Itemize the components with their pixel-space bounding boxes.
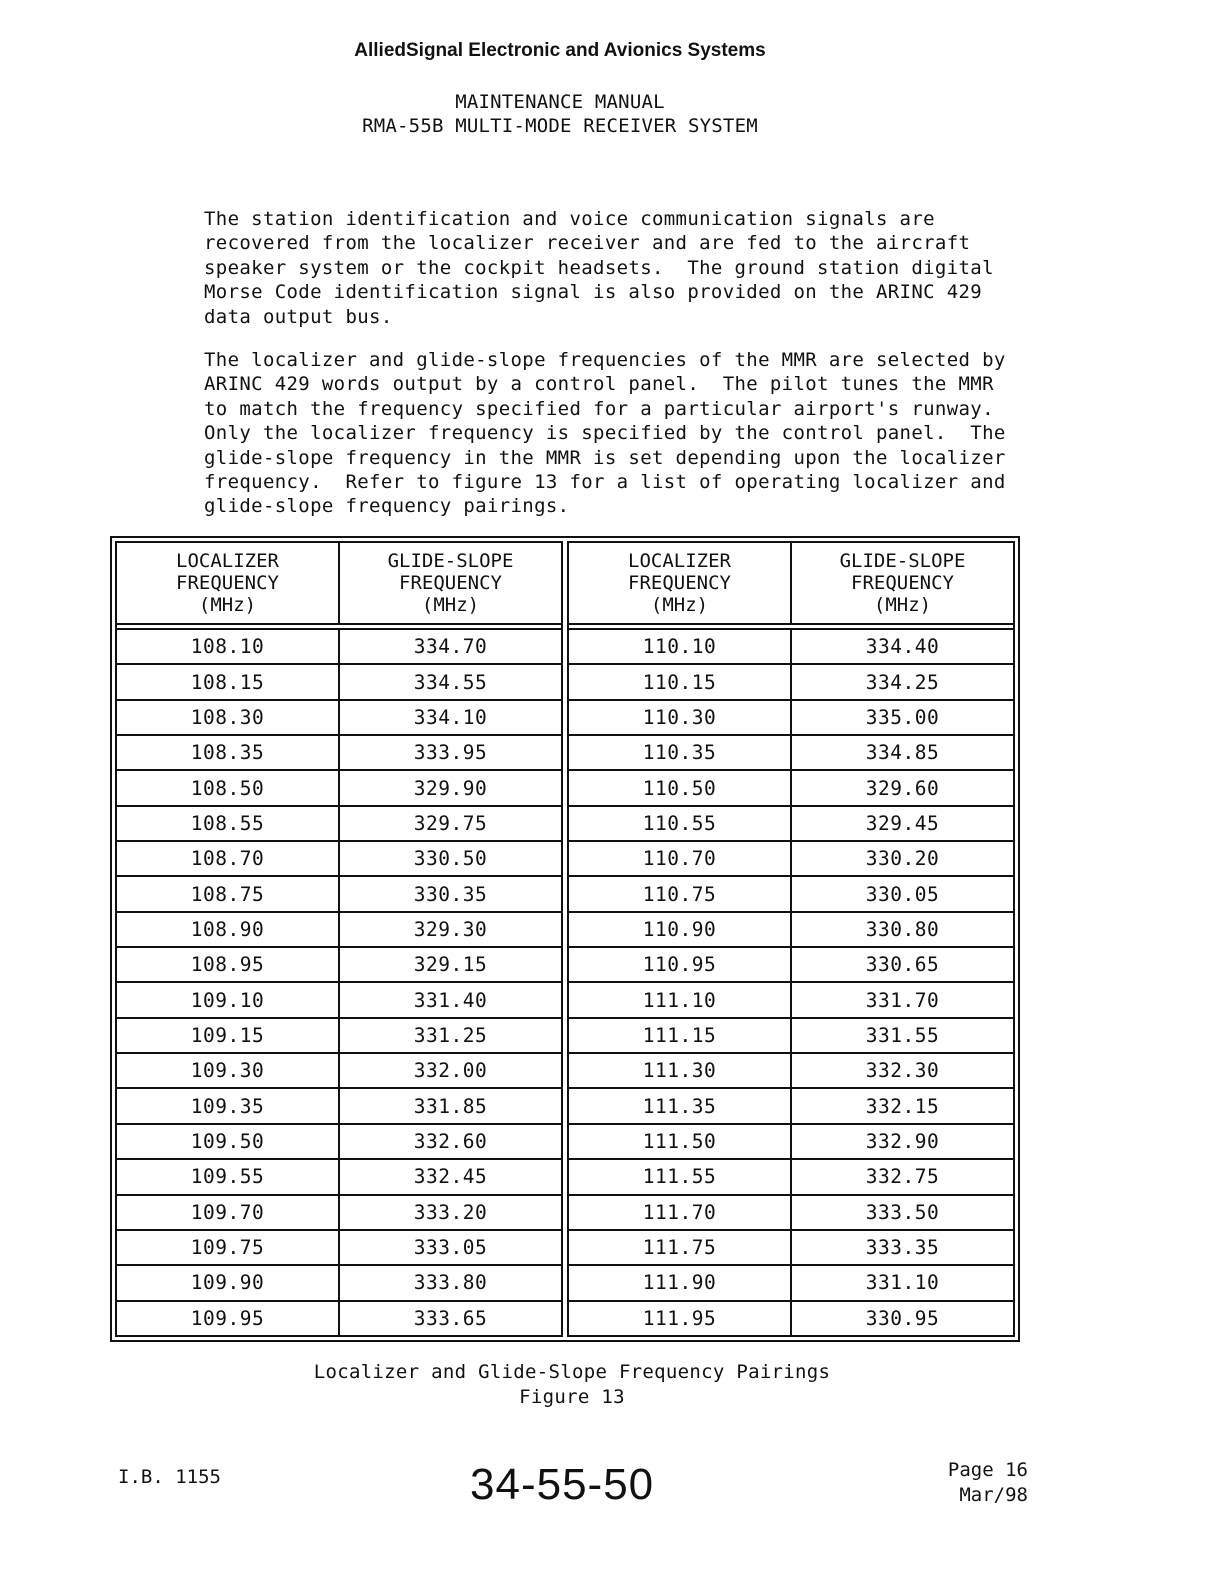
glide-slope-frequency-cell: 330.65 — [790, 948, 1013, 981]
page-number: Page 16 — [947, 1459, 1028, 1481]
table-row — [117, 875, 561, 910]
paragraph-frequency-selection: The localizer and glide-slope frequencies of the MMR are selected by ARINC 429 words output by a control panel. The pilot tunes the MMR to match the frequency specified for a particular airport's runway. Only the localizer frequency is specified by the control panel. The glide-slope frequency in the MMR is set depending upon the localizer frequency. Refer to figure 13 for a list of operating localizer and glide-slope frequency pairings. — [204, 349, 1006, 518]
table-row — [569, 699, 1013, 734]
localizer-frequency-cell: 109.75 — [190, 1236, 265, 1260]
table-row — [569, 1229, 1013, 1264]
table-row — [117, 981, 561, 1016]
table-row — [569, 769, 1013, 804]
glide-slope-frequency-cell: 333.35 — [790, 1231, 1013, 1264]
table-row — [117, 1229, 561, 1264]
localizer-frequency-cell: 109.95 — [190, 1306, 265, 1330]
glide-slope-frequency-cell: 330.50 — [338, 842, 561, 875]
localizer-frequency-cell: 110.15 — [642, 670, 717, 694]
table-row — [569, 1300, 1013, 1335]
localizer-frequency-cell: 110.10 — [642, 635, 717, 659]
table-row — [569, 1052, 1013, 1087]
table-row — [569, 663, 1013, 698]
localizer-frequency-cell: 108.90 — [190, 917, 265, 941]
glide-slope-frequency-cell: 331.55 — [790, 1019, 1013, 1052]
table-body-right — [569, 630, 1013, 1335]
glide-slope-frequency-cell: 330.95 — [790, 1302, 1013, 1335]
table-row — [117, 840, 561, 875]
localizer-frequency-cell: 109.55 — [190, 1165, 265, 1189]
table-row — [569, 1087, 1013, 1122]
table-row — [569, 1264, 1013, 1299]
table-row — [117, 805, 561, 840]
table-body-left — [117, 630, 561, 1335]
localizer-frequency-cell: 110.55 — [642, 811, 717, 835]
localizer-frequency-cell: 108.15 — [190, 670, 265, 694]
localizer-frequency-cell: 108.55 — [190, 811, 265, 835]
glide-slope-frequency-cell: 332.45 — [338, 1160, 561, 1193]
header-localizer-frequency: LOCALIZER FREQUENCY (MHz) — [176, 550, 279, 616]
table-row — [117, 1264, 561, 1299]
glide-slope-frequency-cell: 334.70 — [338, 630, 561, 663]
figure-caption-number: Figure 13 — [519, 1386, 625, 1408]
localizer-frequency-cell: 111.75 — [642, 1236, 717, 1260]
header-glide-slope-frequency: GLIDE-SLOPE FREQUENCY (MHz) — [338, 543, 561, 623]
localizer-frequency-cell: 110.35 — [642, 741, 717, 765]
section-number: 34-55-50 — [470, 1460, 655, 1509]
table-row — [569, 840, 1013, 875]
glide-slope-frequency-cell: 331.85 — [338, 1089, 561, 1122]
header-localizer-frequency: LOCALIZER FREQUENCY (MHz) — [628, 550, 731, 616]
table-row — [117, 1158, 561, 1193]
localizer-frequency-cell: 111.55 — [642, 1165, 717, 1189]
glide-slope-frequency-cell: 329.75 — [338, 807, 561, 840]
manual-title-line2: RMA-55B MULTI-MODE RECEIVER SYSTEM — [362, 115, 758, 137]
glide-slope-frequency-cell: 332.75 — [790, 1160, 1013, 1193]
table-row — [569, 734, 1013, 769]
glide-slope-frequency-cell: 334.10 — [338, 701, 561, 734]
glide-slope-frequency-cell: 332.00 — [338, 1054, 561, 1087]
glide-slope-frequency-cell: 333.20 — [338, 1196, 561, 1229]
localizer-frequency-cell: 108.35 — [190, 741, 265, 765]
localizer-frequency-cell: 110.70 — [642, 847, 717, 871]
glide-slope-frequency-cell: 329.60 — [790, 771, 1013, 804]
localizer-frequency-cell: 111.70 — [642, 1200, 717, 1224]
table-row — [569, 946, 1013, 981]
glide-slope-frequency-cell: 329.15 — [338, 948, 561, 981]
localizer-frequency-cell: 111.35 — [642, 1094, 717, 1118]
glide-slope-frequency-cell: 332.90 — [790, 1125, 1013, 1158]
table-left-half — [115, 541, 563, 1337]
glide-slope-frequency-cell: 330.20 — [790, 842, 1013, 875]
glide-slope-frequency-cell: 330.35 — [338, 877, 561, 910]
table-row — [117, 1123, 561, 1158]
localizer-frequency-cell: 108.30 — [190, 705, 265, 729]
table-row — [117, 734, 561, 769]
localizer-frequency-cell: 111.30 — [642, 1059, 717, 1083]
glide-slope-frequency-cell: 334.55 — [338, 665, 561, 698]
localizer-frequency-cell: 108.75 — [190, 882, 265, 906]
table-row — [117, 663, 561, 698]
manual-title — [0, 90, 1120, 138]
table-row — [569, 1017, 1013, 1052]
localizer-frequency-cell: 109.10 — [190, 988, 265, 1012]
localizer-frequency-cell: 108.50 — [190, 776, 265, 800]
localizer-frequency-cell: 111.95 — [642, 1306, 717, 1330]
localizer-frequency-cell: 109.30 — [190, 1059, 265, 1083]
glide-slope-frequency-cell: 330.80 — [790, 913, 1013, 946]
table-row — [569, 1123, 1013, 1158]
table-row — [569, 875, 1013, 910]
localizer-frequency-cell: 111.50 — [642, 1129, 717, 1153]
table-row — [117, 1300, 561, 1335]
table-row — [117, 1052, 561, 1087]
localizer-frequency-cell: 109.90 — [190, 1271, 265, 1295]
glide-slope-frequency-cell: 331.10 — [790, 1266, 1013, 1299]
glide-slope-frequency-cell: 332.60 — [338, 1125, 561, 1158]
localizer-frequency-cell: 110.90 — [642, 917, 717, 941]
table-row — [117, 1194, 561, 1229]
localizer-frequency-cell: 108.70 — [190, 847, 265, 871]
glide-slope-frequency-cell: 334.40 — [790, 630, 1013, 663]
table-row — [117, 1087, 561, 1122]
localizer-frequency-cell: 108.10 — [190, 635, 265, 659]
figure-caption — [0, 1360, 1144, 1410]
paragraph-station-identification: The station identification and voice communication signals are recovered from the localizer receiver and are fed to the aircraft speaker system or the cockpit headsets. The ground station digital Morse Code identification signal is also provided on the ARINC 429 data output bus. — [204, 208, 994, 328]
glide-slope-frequency-cell: 333.65 — [338, 1302, 561, 1335]
table-row — [117, 630, 561, 663]
table-header-row — [569, 543, 1013, 625]
localizer-frequency-cell: 109.50 — [190, 1129, 265, 1153]
localizer-frequency-cell: 110.95 — [642, 953, 717, 977]
table-right-half — [567, 541, 1015, 1337]
table-row — [569, 981, 1013, 1016]
glide-slope-frequency-cell: 333.95 — [338, 736, 561, 769]
table-header-row — [117, 543, 561, 625]
table-row — [569, 1194, 1013, 1229]
company-name: AlliedSignal Electronic and Avionics Systems — [354, 40, 766, 61]
localizer-frequency-cell: 110.30 — [642, 705, 717, 729]
page-info — [900, 1458, 1028, 1508]
glide-slope-frequency-cell: 333.05 — [338, 1231, 561, 1264]
glide-slope-frequency-cell: 331.70 — [790, 983, 1013, 1016]
localizer-frequency-cell: 110.50 — [642, 776, 717, 800]
ib-number: I.B. 1155 — [118, 1466, 221, 1488]
glide-slope-frequency-cell: 331.40 — [338, 983, 561, 1016]
localizer-frequency-cell: 111.90 — [642, 1271, 717, 1295]
glide-slope-frequency-cell: 329.45 — [790, 807, 1013, 840]
localizer-frequency-cell: 110.75 — [642, 882, 717, 906]
table-row — [117, 946, 561, 981]
table-row — [117, 699, 561, 734]
frequency-pairing-table — [110, 536, 1020, 1342]
localizer-frequency-cell: 109.15 — [190, 1023, 265, 1047]
table-row — [117, 911, 561, 946]
glide-slope-frequency-cell: 330.05 — [790, 877, 1013, 910]
table-row — [117, 769, 561, 804]
glide-slope-frequency-cell: 329.30 — [338, 913, 561, 946]
glide-slope-frequency-cell: 333.50 — [790, 1196, 1013, 1229]
glide-slope-frequency-cell: 335.00 — [790, 701, 1013, 734]
table-row — [569, 805, 1013, 840]
table-row — [117, 1017, 561, 1052]
table-row — [569, 911, 1013, 946]
figure-caption-title: Localizer and Glide-Slope Frequency Pairings — [313, 1361, 831, 1383]
glide-slope-frequency-cell: 329.90 — [338, 771, 561, 804]
localizer-frequency-cell: 111.10 — [642, 988, 717, 1012]
table-row — [569, 1158, 1013, 1193]
manual-title-line1: MAINTENANCE MANUAL — [455, 91, 665, 113]
localizer-frequency-cell: 111.15 — [642, 1023, 717, 1047]
header-glide-slope-frequency: GLIDE-SLOPE FREQUENCY (MHz) — [790, 543, 1013, 623]
glide-slope-frequency-cell: 331.25 — [338, 1019, 561, 1052]
glide-slope-frequency-cell: 332.15 — [790, 1089, 1013, 1122]
glide-slope-frequency-cell: 334.25 — [790, 665, 1013, 698]
localizer-frequency-cell: 109.70 — [190, 1200, 265, 1224]
localizer-frequency-cell: 108.95 — [190, 953, 265, 977]
glide-slope-frequency-cell: 333.80 — [338, 1266, 561, 1299]
glide-slope-frequency-cell: 334.85 — [790, 736, 1013, 769]
table-row — [569, 630, 1013, 663]
glide-slope-frequency-cell: 332.30 — [790, 1054, 1013, 1087]
page-date: Mar/98 — [959, 1484, 1028, 1506]
localizer-frequency-cell: 109.35 — [190, 1094, 265, 1118]
